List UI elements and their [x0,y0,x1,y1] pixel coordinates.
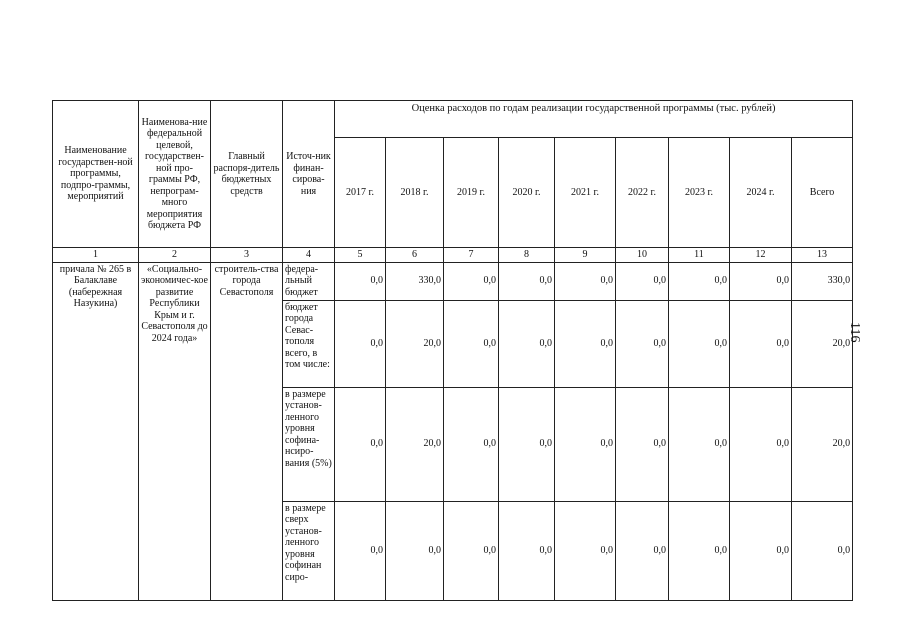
header-total: Всего [792,138,853,248]
value-cell: 0,0 [555,387,616,501]
value-cell: 0,0 [499,262,555,300]
value-cell: 0,0 [616,501,669,600]
column-number: 12 [730,248,792,263]
column-number: 13 [792,248,853,263]
value-cell: 0,0 [616,300,669,387]
value-cell: 20,0 [792,387,853,501]
value-cell: 0,0 [555,501,616,600]
value-cell: 0,0 [386,501,444,600]
funding-source-cell: в размере установ-ленного уровня софина-нсиро-вания (5%) [283,387,335,501]
header-funding-source: Источ-ник финан-сирова-ния [283,101,335,248]
value-cell: 0,0 [499,300,555,387]
header-year: 2019 г. [444,138,499,248]
column-number: 8 [499,248,555,263]
value-cell: 20,0 [386,300,444,387]
header-year: 2020 г. [499,138,555,248]
value-cell: 0,0 [616,262,669,300]
value-cell: 0,0 [499,501,555,600]
budget-manager-cell: строитель-ства города Севастополя [211,262,283,600]
value-cell: 0,0 [730,300,792,387]
page-number: 116 [847,322,862,343]
header-federal-program: Наименова-ние федеральной целевой, государствен-ной про-граммы РФ, непрограм-много мероприятия бюджета РФ [139,101,211,248]
value-cell: 0,0 [792,501,853,600]
value-cell: 330,0 [386,262,444,300]
federal-program-cell: «Социально-экономичес-кое развитие Республики Крым и г. Севастополя до 2024 года» [139,262,211,600]
value-cell: 20,0 [792,300,853,387]
value-cell: 0,0 [444,262,499,300]
column-number: 2 [139,248,211,263]
header-budget-manager: Главный распоря-дитель бюджетных средств [211,101,283,248]
value-cell: 0,0 [555,262,616,300]
value-cell: 0,0 [335,501,386,600]
column-number: 9 [555,248,616,263]
value-cell: 0,0 [616,387,669,501]
column-number: 11 [669,248,730,263]
column-number: 7 [444,248,499,263]
header-year: 2022 г. [616,138,669,248]
value-cell: 0,0 [335,300,386,387]
header-program-name: Наименование государствен-ной программы, подпро-граммы, мероприятий [53,101,139,248]
column-number: 5 [335,248,386,263]
header-estimate: Оценка расходов по годам реализации государственной программы (тыс. рублей) [335,101,853,138]
header-year: 2024 г. [730,138,792,248]
value-cell: 0,0 [335,262,386,300]
column-number: 10 [616,248,669,263]
column-number: 4 [283,248,335,263]
funding-source-cell: в размере сверх установ-ленного уровня софинан сиро- [283,501,335,600]
value-cell: 0,0 [730,387,792,501]
value-cell: 20,0 [386,387,444,501]
value-cell: 0,0 [335,387,386,501]
funding-source-cell: федера-льный бюджет [283,262,335,300]
column-number: 3 [211,248,283,263]
column-number: 6 [386,248,444,263]
value-cell: 0,0 [444,387,499,501]
header-year: 2021 г. [555,138,616,248]
column-number: 1 [53,248,139,263]
funding-source-cell: бюджет города Севас-тополя всего, в том числе: [283,300,335,387]
table-row [53,262,853,300]
value-cell: 0,0 [444,501,499,600]
header-year: 2018 г. [386,138,444,248]
header-year: 2017 г. [335,138,386,248]
value-cell: 0,0 [669,262,730,300]
budget-table [52,100,853,601]
value-cell: 0,0 [730,262,792,300]
header-year: 2023 г. [669,138,730,248]
value-cell: 0,0 [669,501,730,600]
value-cell: 0,0 [555,300,616,387]
value-cell: 330,0 [792,262,853,300]
value-cell: 0,0 [444,300,499,387]
program-name-cell: причала № 265 в Балаклаве (набережная Назукина) [53,262,139,600]
value-cell: 0,0 [669,387,730,501]
value-cell: 0,0 [499,387,555,501]
value-cell: 0,0 [730,501,792,600]
value-cell: 0,0 [669,300,730,387]
